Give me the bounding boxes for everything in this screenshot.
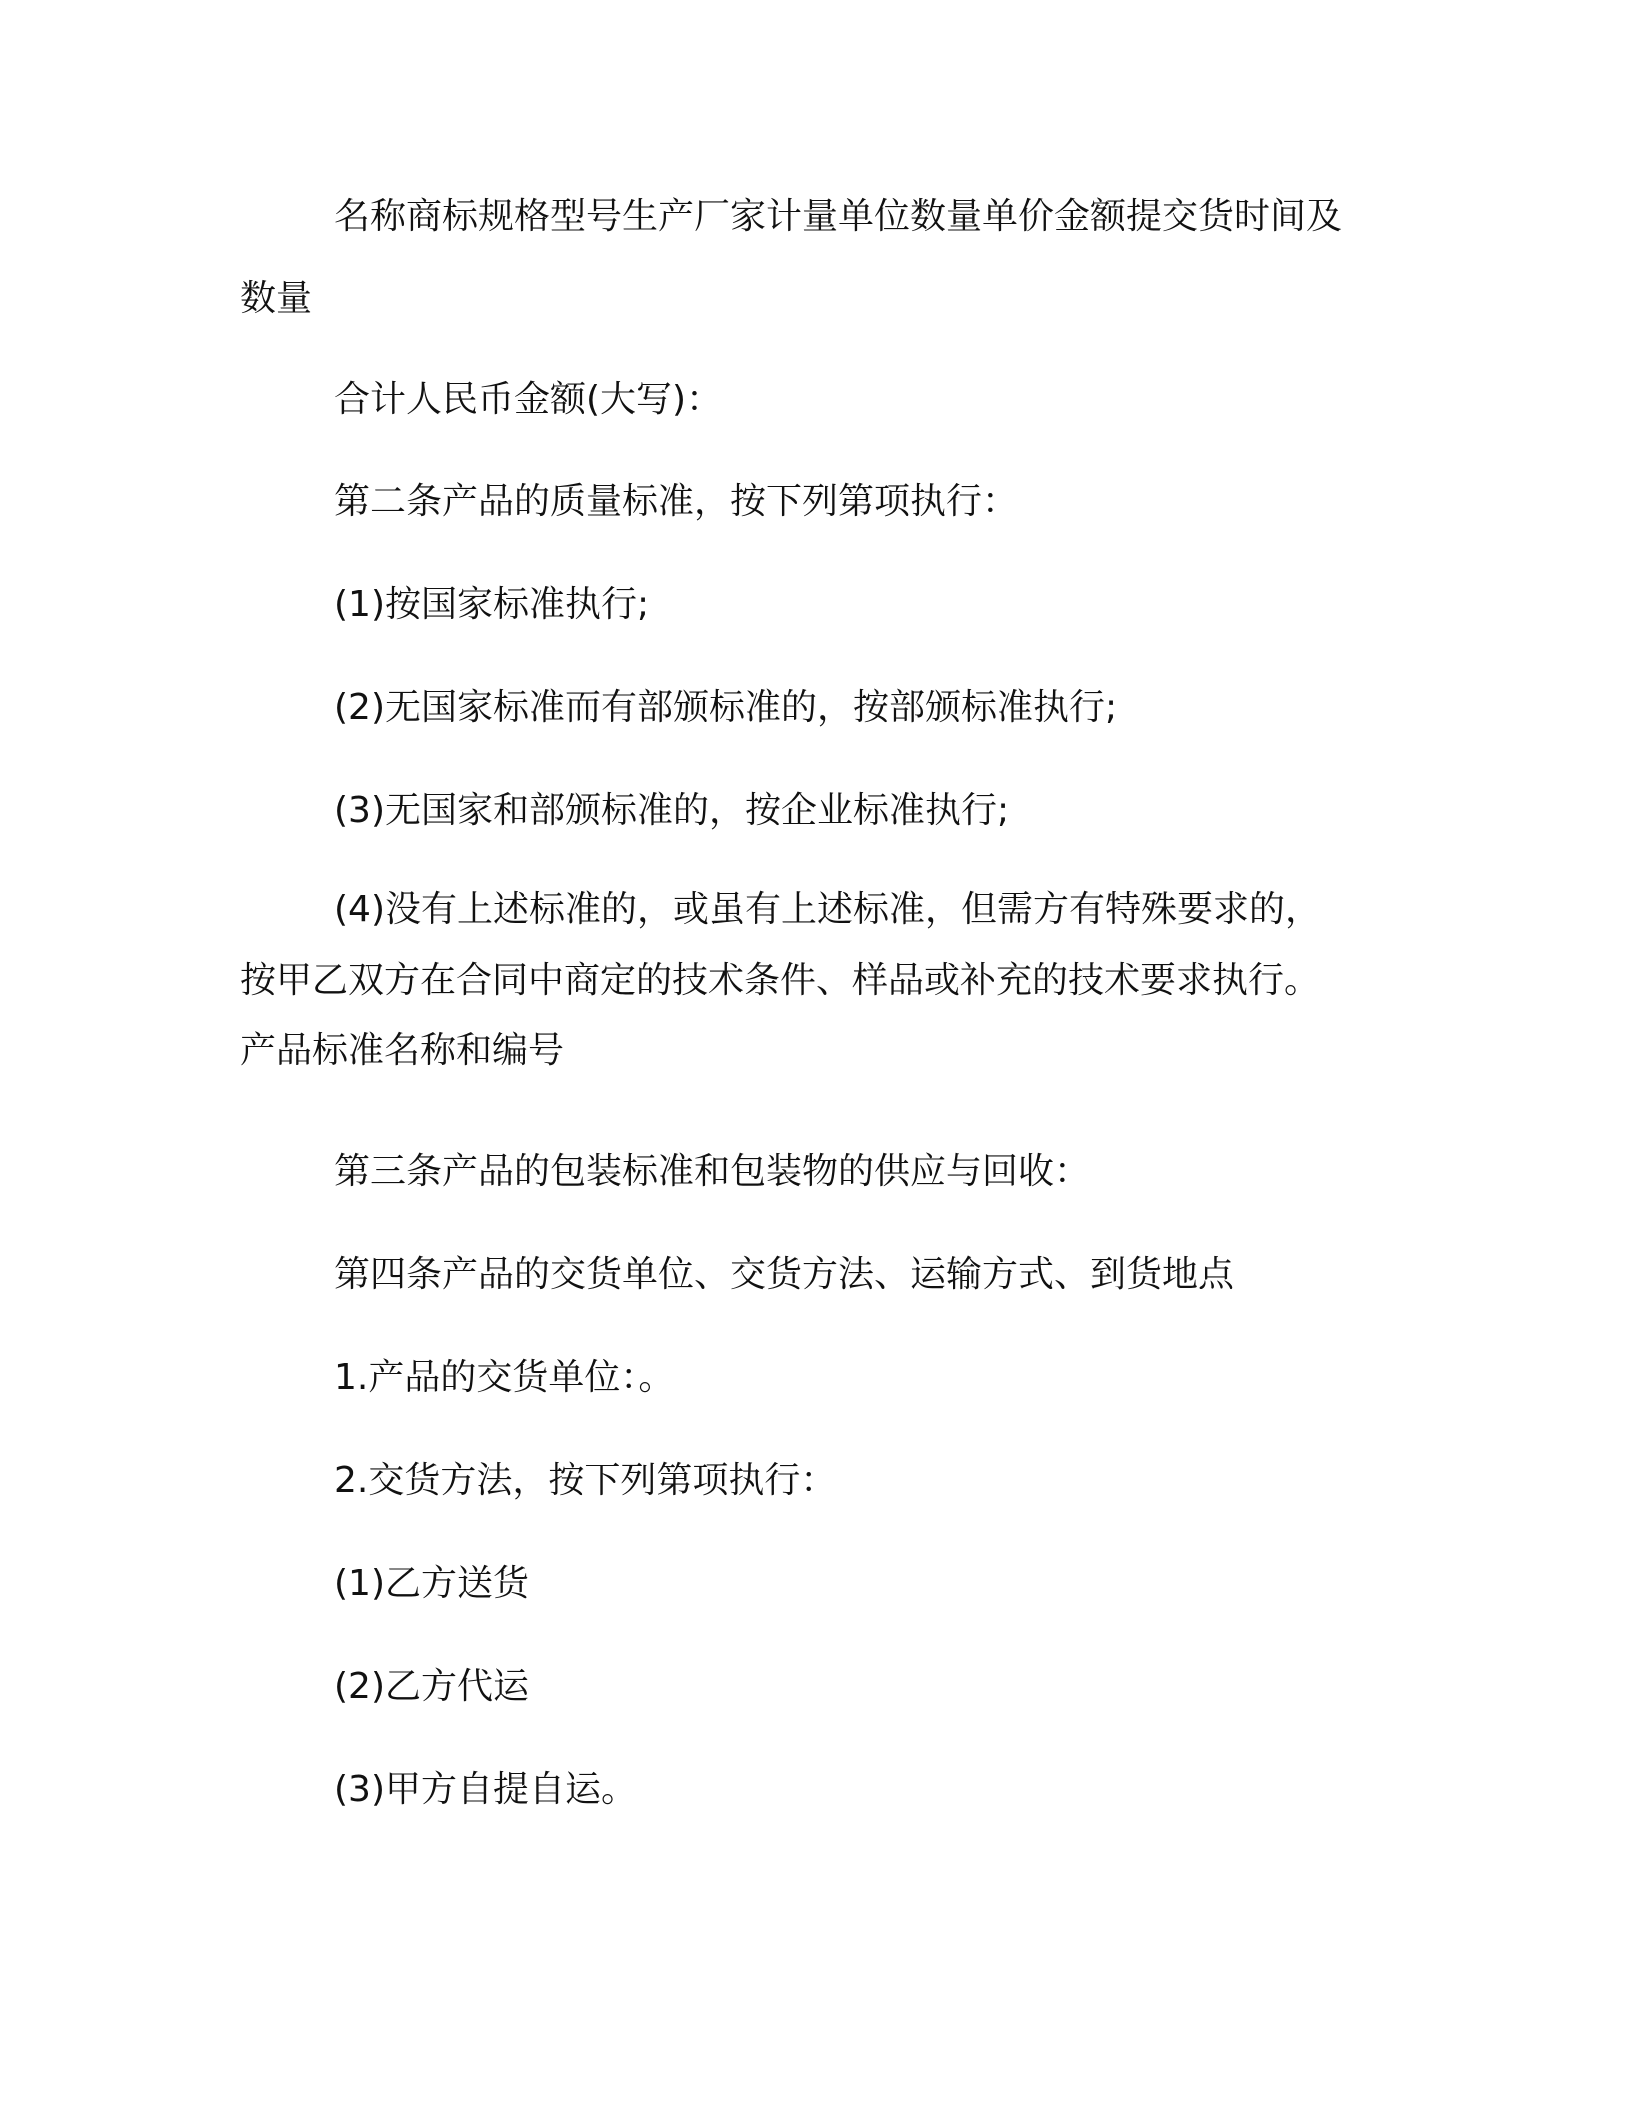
text-line: (3)无国家和部颁标准的，按企业标准执行; [334, 790, 1010, 831]
paragraph-delivery-option-1 [240, 1540, 1410, 1628]
paragraph-article-2-heading [240, 458, 1410, 546]
text-line: 2.交货方法，按下列第项执行： [334, 1460, 837, 1501]
text-line: 按甲乙双方在合同中商定的技术条件、样品或补充的技术要求执行。 [240, 960, 1321, 1001]
text-line: (3)甲方自提自运。 [334, 1769, 637, 1810]
paragraph-delivery-method [240, 1437, 1410, 1525]
text-line: (2)无国家标准而有部颁标准的，按部颁标准执行; [334, 687, 1118, 728]
text-line: 产品标准名称和编号 [240, 1030, 565, 1071]
text-line: 合计人民币金额(大写)： [334, 379, 723, 420]
text-line: 名称商标规格型号生产厂家计量单位数量单价金额提交货时间及 [334, 196, 1343, 237]
paragraph-standard-2 [240, 664, 1410, 752]
paragraph-standard-1 [240, 561, 1410, 649]
paragraph-total-amount [240, 356, 1410, 444]
paragraph-delivery-option-3 [240, 1746, 1410, 1834]
paragraph-article-3-heading [240, 1128, 1410, 1216]
text-line: (2)乙方代运 [334, 1666, 529, 1707]
text-line: 数量 [240, 278, 313, 319]
paragraph-goods-columns [240, 176, 1410, 340]
text-line: 第二条产品的质量标准，按下列第项执行： [334, 481, 1019, 522]
paragraph-standard-4 [240, 870, 1410, 1090]
paragraph-standard-3 [240, 767, 1410, 855]
paragraph-delivery-option-2 [240, 1643, 1410, 1731]
text-line: 1.产品的交货单位：。 [334, 1357, 675, 1398]
text-line: (4)没有上述标准的，或虽有上述标准，但需方有特殊要求的， [334, 889, 1321, 930]
text-line: (1)按国家标准执行; [334, 584, 650, 625]
text-line: 第三条产品的包装标准和包装物的供应与回收： [334, 1151, 1091, 1192]
paragraph-delivery-unit [240, 1334, 1410, 1422]
text-line: (1)乙方送货 [334, 1563, 529, 1604]
paragraph-article-4-heading [240, 1231, 1410, 1319]
text-line: 第四条产品的交货单位、交货方法、运输方式、到货地点 [334, 1254, 1235, 1295]
